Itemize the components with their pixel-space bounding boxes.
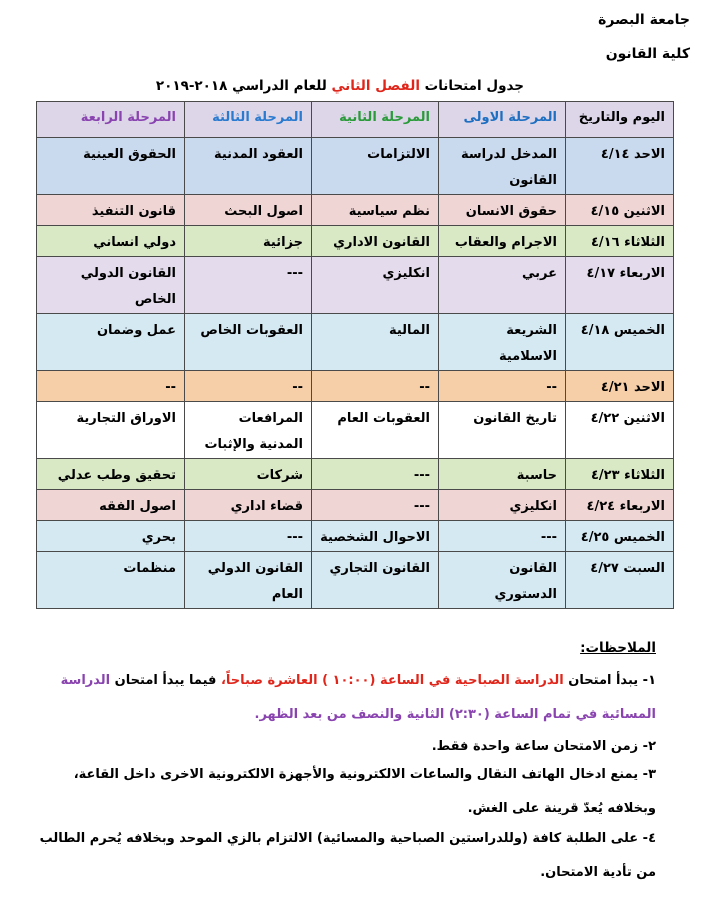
table-row <box>37 402 674 459</box>
schedule-title <box>0 78 720 94</box>
table-row <box>37 195 674 226</box>
note-3: ٣- يمنع ادخال الهاتف النقال والساعات الالكترونية والأجهزة الالكترونية الاخرى داخل القاعة، وبخلافه يُعدّ قرينة على الغش. <box>73 767 656 816</box>
table-row <box>37 371 674 402</box>
table-row <box>37 138 674 195</box>
table-row <box>37 490 674 521</box>
row-day-date: الثلاثاء ٤/١٦ <box>566 226 674 257</box>
stage-2-exam: الالتزامات <box>312 138 439 195</box>
stage-2-exam: --- <box>312 490 439 521</box>
table-row <box>37 314 674 371</box>
stage-3-exam: المرافعات المدنية والإثبات <box>185 402 312 459</box>
note-1-c: فيما يبدأ امتحان <box>110 673 221 688</box>
title-semester: الفصل الثاني <box>331 78 420 94</box>
stage-4-exam: قانون التنفيذ <box>37 195 185 226</box>
table-row <box>37 459 674 490</box>
title-year: للعام الدراسي ٢٠١٨-٢٠١٩ <box>155 78 332 94</box>
note-1 <box>36 664 656 732</box>
row-day-date: السبت ٤/٢٧ <box>566 552 674 609</box>
table-row <box>37 521 674 552</box>
header-day-date: اليوم والتاريخ <box>566 102 674 138</box>
row-day-date: الاربعاء ٤/١٧ <box>566 257 674 314</box>
stage-1-exam: الشريعة الاسلامية <box>439 314 566 371</box>
stage-2-exam: الاحوال الشخصية <box>312 521 439 552</box>
stage-3-exam: --- <box>185 257 312 314</box>
note-1-a: ١- يبدأ امتحان <box>563 673 656 688</box>
note-1-morning-time: الدراسة الصباحية في الساعة (١٠:٠٠ ) العاشرة صباحاً، <box>220 673 564 688</box>
stage-1-exam: الاجرام والعقاب <box>439 226 566 257</box>
college-name: كلية القانون <box>605 46 690 62</box>
header-stage-1: المرحلة الاولى <box>439 102 566 138</box>
header-stage-2: المرحلة الثانية <box>312 102 439 138</box>
exam-table <box>36 101 674 609</box>
stage-4-exam: القانون الدولي الخاص <box>37 257 185 314</box>
row-day-date: الاربعاء ٤/٢٤ <box>566 490 674 521</box>
title-prefix: جدول امتحانات <box>419 78 524 94</box>
stage-3-exam: -- <box>185 371 312 402</box>
row-day-date: الخميس ٤/١٨ <box>566 314 674 371</box>
stage-2-exam: --- <box>312 459 439 490</box>
stage-4-exam: منظمات <box>37 552 185 609</box>
stage-3-exam: قضاء اداري <box>185 490 312 521</box>
stage-4-exam: بحري <box>37 521 185 552</box>
header-stage-3: المرحلة الثالثة <box>185 102 312 138</box>
stage-3-exam: --- <box>185 521 312 552</box>
stage-2-exam: نظم سياسية <box>312 195 439 226</box>
row-day-date: الاثنين ٤/١٥ <box>566 195 674 226</box>
stage-2-exam: العقوبات العام <box>312 402 439 459</box>
notes-heading: الملاحظات: <box>580 640 656 656</box>
stage-4-exam: -- <box>37 371 185 402</box>
note-2: ٢- زمن الامتحان ساعة واحدة فقط. <box>431 739 656 754</box>
stage-2-exam: المالية <box>312 314 439 371</box>
stage-3-exam: العقوبات الخاص <box>185 314 312 371</box>
stage-1-exam: حاسبة <box>439 459 566 490</box>
table-row <box>37 257 674 314</box>
stage-2-exam: انكليزي <box>312 257 439 314</box>
stage-4-exam: عمل وضمان <box>37 314 185 371</box>
row-day-date: الاحد ٤/٢١ <box>566 371 674 402</box>
stage-4-exam: تحقيق وطب عدلي <box>37 459 185 490</box>
note-4: ٤- على الطلبة كافة (وللدراستين الصباحية والمسائية) الالتزام بالزي الموحد وبخلافه يُحرم الطالب من تأدية الامتحان. <box>39 831 656 880</box>
row-day-date: الاثنين ٤/٢٢ <box>566 402 674 459</box>
row-day-date: الاحد ٤/١٤ <box>566 138 674 195</box>
table-header-row <box>37 102 674 138</box>
stage-1-exam: المدخل لدراسة القانون <box>439 138 566 195</box>
stage-2-exam: القانون الاداري <box>312 226 439 257</box>
stage-1-exam: القانون الدستوري <box>439 552 566 609</box>
stage-3-exam: جزائية <box>185 226 312 257</box>
university-name: جامعة البصرة <box>598 12 690 28</box>
stage-1-exam: حقوق الانسان <box>439 195 566 226</box>
stage-2-exam: القانون التجاري <box>312 552 439 609</box>
stage-3-exam: العقود المدنية <box>185 138 312 195</box>
note-1-evening-time: الدراسة المسائية في تمام الساعة (٢:٣٠) الثانية والنصف من بعد الظهر. <box>60 673 656 722</box>
stage-3-exam: اصول البحث <box>185 195 312 226</box>
table-row <box>37 552 674 609</box>
stage-4-exam: الحقوق العينية <box>37 138 185 195</box>
row-day-date: الخميس ٤/٢٥ <box>566 521 674 552</box>
stage-1-exam: --- <box>439 521 566 552</box>
row-day-date: الثلاثاء ٤/٢٣ <box>566 459 674 490</box>
stage-1-exam: عربي <box>439 257 566 314</box>
stage-4-exam: اصول الفقه <box>37 490 185 521</box>
stage-3-exam: شركات <box>185 459 312 490</box>
stage-1-exam: انكليزي <box>439 490 566 521</box>
stage-2-exam: -- <box>312 371 439 402</box>
stage-4-exam: دولي انساني <box>37 226 185 257</box>
stage-4-exam: الاوراق التجارية <box>37 402 185 459</box>
table-row <box>37 226 674 257</box>
stage-1-exam: تاريخ القانون <box>439 402 566 459</box>
stage-1-exam: -- <box>439 371 566 402</box>
stage-3-exam: القانون الدولي العام <box>185 552 312 609</box>
header-stage-4: المرحلة الرابعة <box>37 102 185 138</box>
